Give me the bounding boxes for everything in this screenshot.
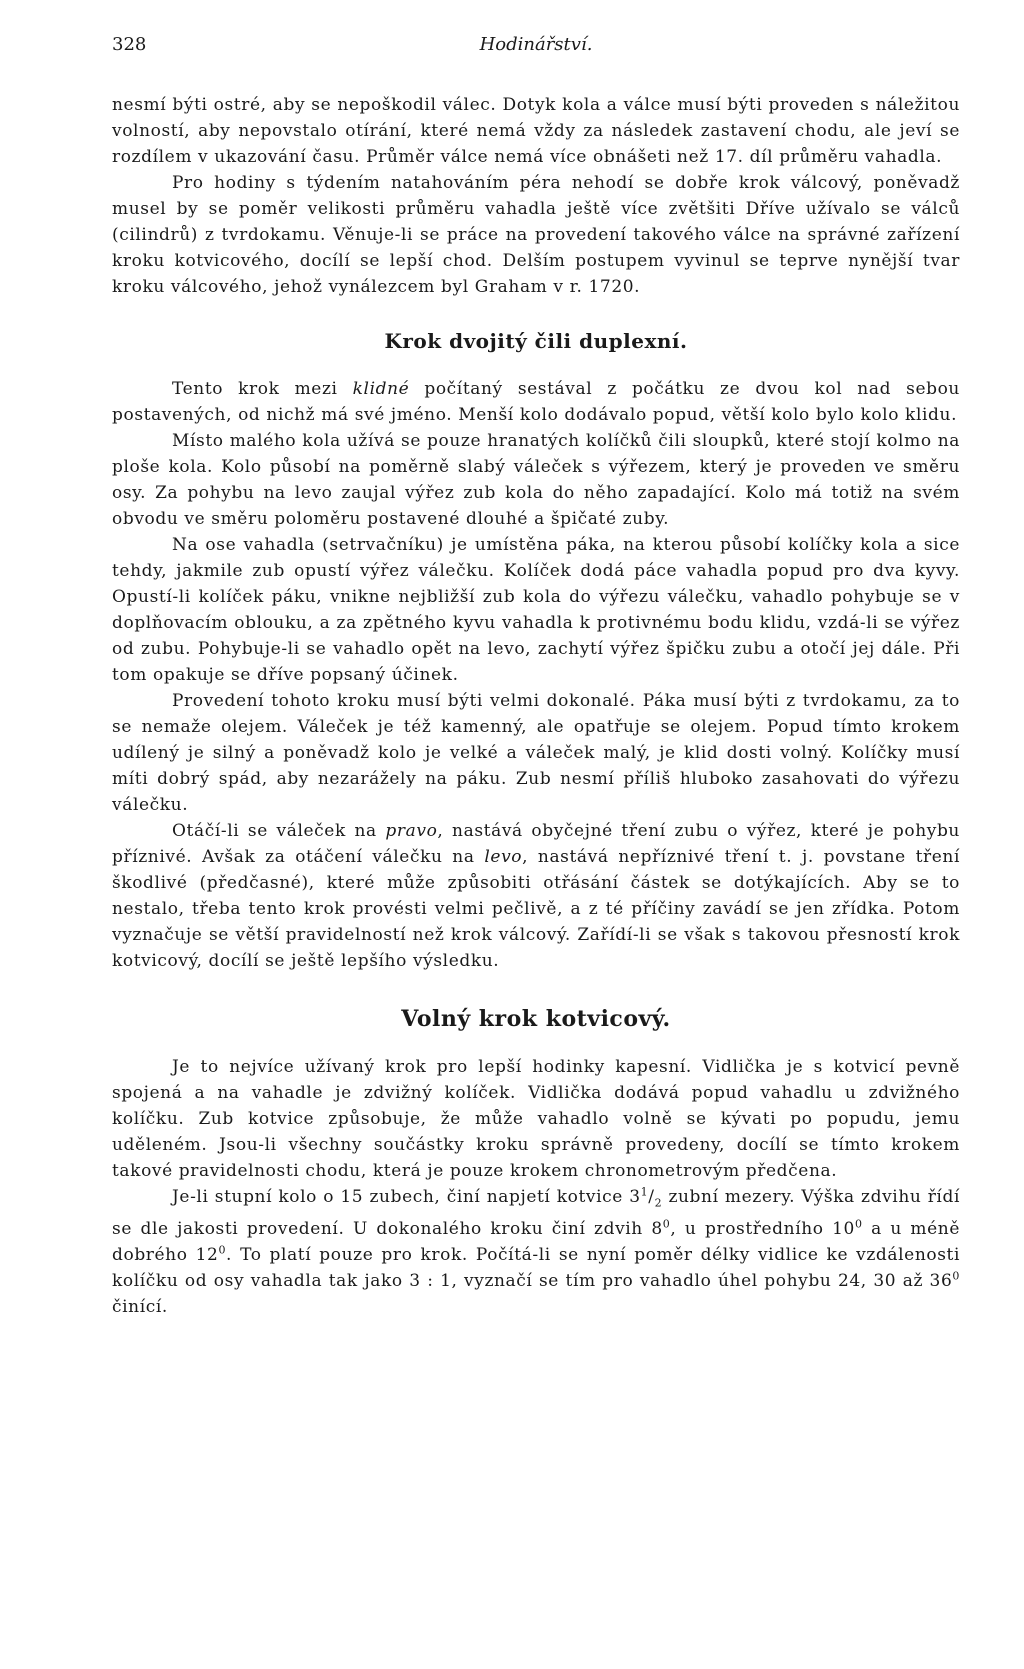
italic-run: klidné <box>352 379 410 399</box>
fraction-numerator: 1 <box>640 1185 649 1199</box>
paragraph-duplex-2: Místo malého kola užívá se pouze hranatých kolíčků čili sloupků, které stojí kolmo na ploše kola. Kolo působí na poměrně slabý váleček s výřezem, který je proveden ve směru osy. Za pohybu na levo zaujal výřez zub kola do něho zapadající. Kolo má totiž na svém obvodu ve směru poloměru postavené dlouhé a špičaté zuby. <box>112 431 960 529</box>
italic-run: pravo <box>385 821 438 841</box>
paragraph-intro: nesmí býti ostré, aby se nepoškodil válec. Dotyk kola a válce musí býti proveden s náležitou volností, aby nepovstalo otírání, které nemá vždy za následek zastavení chodu, ale jeví se rozdílem v ukazování času. Průměr válce nemá více obnášeti než 17. díl průměru vahadla. <box>112 95 960 167</box>
page-header <box>112 34 960 56</box>
text-run: a u méně dobrého 12 <box>112 1219 960 1266</box>
section-heading-duplex: Krok dvojitý čili duplexní. <box>384 329 688 353</box>
page-body <box>112 92 960 1320</box>
paragraph-cylinder-escapement: Pro hodiny s týdením natahováním péra nehodí se dobře krok válcový, poněvadž musel by se poměr velikosti průměru vahadla ještě více zvětšiti Dříve užívalo se válců (cilindrů) z tvrdokamu. Věnuje-li se práce na provedení takového válce na správné zařízení kroku kotvicového, docílí se lepší chod. Delším postupem vyvinul se teprve nynější tvar kroku válcového, jehož vynálezcem byl Graham v r. 1720. <box>112 173 960 297</box>
book-page <box>112 34 960 1320</box>
running-title: Hodinářství. <box>479 34 593 55</box>
paragraph-lever-2: Je-li stupní kolo o 15 zubech, činí napjetí kotvice $3^1/_2$ zubní mezery. Výška zdvihu řídí se dle jakosti provedení. U dokonalého kroku činí zdvih $8^0$, u prostředního $10^0$ a u méně dobrého $12^0$. To platí pouze pro krok. Počítá-li se nyní poměr délky vidlice ke vzdálenosti kolíčku od osy vahadla tak jako 3 : 1, vyznačí se tím pro vahadlo úhel pohybu 24, 30 až $36^0$ činící. <box>112 1185 960 1318</box>
text-run: , u prostředního 10 <box>670 1219 855 1240</box>
degree-mark: 0 <box>662 1217 671 1231</box>
degree-mark: 0 <box>854 1217 863 1231</box>
paragraph-lever-1: Je to nejvíce užívaný krok pro lepší hodinky kapesní. Vidlička je s kotvicí pevně spojená a na vahadle je zdvižný kolíček. Vidlička dodává popud vahadlu u zdvižného kolíčku. Zub kotvice způsobuje, že může vahadlo volně se kývati po popudu, jemu uděleném. Jsou-li všechny součástky kroku správně provedeny, docílí se tímto krokem takové pravidelnosti chodu, která je pouze krokem chronometrovým předčena. <box>112 1057 960 1181</box>
fraction-denominator: 2 <box>654 1196 663 1210</box>
text-run: počítaný sestával z počátku ze dvou kol nad sebou postavených, od nichž má své jméno. Menší kolo dodávalo popud, větší kolo bylo kolo klidu. <box>112 379 960 425</box>
paragraph-duplex-4: Provedení tohoto kroku musí býti velmi dokonalé. Páka musí býti z tvrdokamu, za to se nemaže olejem. Váleček je též kamenný, ale opatřuje se olejem. Popud tímto krokem udílený je silný a poněvadž kolo je velké a váleček malý, je klid dosti volný. Kolíčky musí míti dobrý spád, aby nezarážely na páku. Zub nesmí příliš hluboko zasahovati do výřezu válečku. <box>112 691 960 815</box>
paragraph-duplex-1 <box>112 376 960 428</box>
text-run: , nastává obyčejné tření zubu o výřez, které je pohybu příznivé. Avšak za otáčení válečku na <box>112 821 960 867</box>
text-run: , nastává nepříznivé tření t. j. povstane tření škodlivé (předčasné), které může způsobiti otřásání částek se dotýkajících. Aby se to nestalo, třeba tento krok provésti velmi pečlivě, a z té příčiny zavádí se jen zřídka. Potom vyznačuje se větší pravidelností než krok válcový. Zařídí-li se však s takovou přesností krok kotvicový, docílí se ještě lepšího výsledku. <box>112 847 961 971</box>
text-run: Je-li stupní kolo o 15 zubech, činí napjetí kotvice 3 <box>172 1187 641 1207</box>
paragraph-duplex-3: Na ose vahadla (setrvačníku) je umístěna páka, na kterou působí kolíčky kola a sice tehdy, jakmile zub opustí výřez válečku. Kolíček dodá páce vahadla popud pro dva kyvy. Opustí-li kolíček páku, vnikne nejbližší zub kola do výřezu válečku, vahadlo pohybuje se v doplňovacím oblouku, a za zpětného kyvu vahadla k protivnému bodu klidu, vzdá-li se výřez od zubu. Pohybuje-li se vahadlo opět na levo, zachytí výřez špičku zubu a otočí jej dále. Při tom opakuje se dříve popsaný účinek. <box>112 535 960 685</box>
degree-mark: 0 <box>952 1269 960 1283</box>
text-run: . To platí pouze pro krok. Počítá-li se nyní poměr délky vidlice ke vzdálenosti kolíčku od osy vahadla tak jako 3 : 1, vyznačí se tím pro vahadlo úhel pohybu 24, 30 až 36 <box>112 1245 960 1292</box>
text-run: Otáčí-li se váleček na <box>172 821 377 841</box>
italic-run: levo <box>484 847 523 867</box>
section-heading-lever: Volný krok kotvicový. <box>401 1006 671 1032</box>
text-run: činící. <box>112 1297 168 1318</box>
page-number: 328 <box>112 34 147 55</box>
text-run: zubní mezery. Výška zdvihu řídí se dle jakosti provedení. U dokonalého kroku činí zdvih 8 <box>112 1187 960 1240</box>
text-run: Tento krok mezi <box>172 379 338 399</box>
degree-mark: 0 <box>218 1243 227 1257</box>
paragraph-duplex-5 <box>112 818 960 974</box>
